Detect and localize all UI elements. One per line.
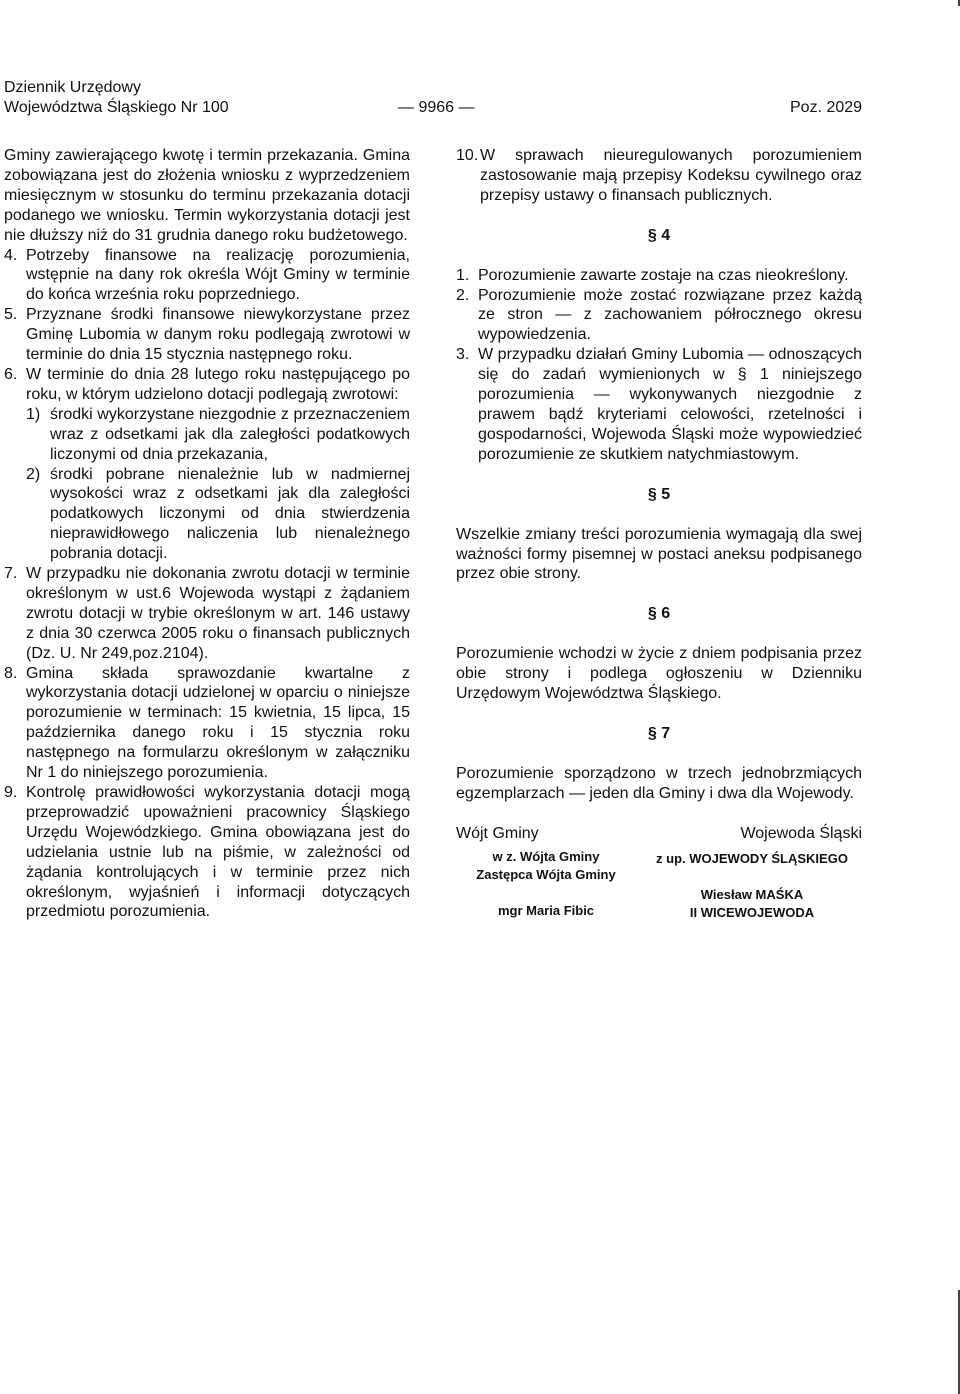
list-item	[456, 286, 862, 346]
page-number: — 9966 —	[398, 99, 475, 116]
list-item	[4, 564, 410, 664]
item-number: 8.	[4, 664, 18, 682]
signature-blocks	[456, 848, 862, 922]
item-text: W przypadku działań Gminy Lubomia — odnoszących się do zadań wymienionych w § 1 niniejszego porozumienia — wykonywanych niezgodnie z prawem bądź kryteriami celowości, rzetelności i gospodarności, Wojewoda Śląski może wypowiedzieć porozumienie ze skutkiem natychmiastowym.	[478, 346, 862, 463]
item-number: 5.	[4, 306, 18, 324]
list-item	[456, 345, 862, 464]
position-number: Poz. 2029	[790, 99, 863, 116]
item-number: 7.	[4, 565, 18, 583]
item-text: Kontrolę prawidłowości wykorzystania dotacji mogą przeprowadzić upoważnieni pracownicy Śląskiego Urzędu Wojewódzkiego. Gmina obowiązana jest do udzielania ustnie lub na piśmie, w zależności od żądania kontrolujących i w terminie przez nich określonym, wyjaśnień i informacji dotyczących przedmiotu porozumienia.	[26, 784, 410, 921]
sub-item	[26, 465, 410, 565]
item-text: Porozumienie może zostać rozwiązane przez każdą ze stron — z zachowaniem półrocznego okresu wypowiedzenia.	[478, 286, 862, 344]
signature-right	[642, 848, 862, 922]
item-text: Przyznane środki finansowe niewykorzystane przez Gminę Lubomia w danym roku podlegają zwrotowi w terminie do dnia 15 stycznia następnego roku.	[26, 306, 410, 364]
item-number: 9.	[4, 784, 18, 801]
item-number: 2.	[456, 286, 470, 304]
list-item	[456, 146, 862, 206]
sub-item-number: 2)	[26, 465, 41, 483]
section-paragraph: Wszelkie zmiany treści porozumienia wymagają dla swej ważności formy pisemnej w postaci aneksu podpisanego przez obie strony.	[456, 525, 862, 583]
item-number: 4.	[4, 246, 18, 264]
journal-title-line2: Województwa Śląskiego Nr 100	[4, 99, 229, 116]
section-heading: § 6	[647, 605, 671, 623]
signature-title-right: Wojewoda Śląski	[740, 824, 862, 842]
signature-right-title: II WICEWOJEWODA	[689, 904, 815, 920]
section-paragraph: Porozumienie sporządzono w trzech jednobrzmiących egzemplarzach — jeden dla Gminy i dwa dla Wojewody.	[456, 764, 862, 802]
sub-item-text: środki wykorzystane niezgodnie z przeznaczeniem wraz z odsetkami jak dla zaległości podatkowych liczonymi od dnia przekazania,	[50, 405, 410, 463]
item-number: 3.	[456, 346, 470, 364]
sub-item-number: 1)	[26, 405, 41, 423]
item-number: 6.	[4, 365, 18, 383]
signature-left-line2: Zastępca Wójta Gminy	[476, 866, 616, 882]
section-heading: § 5	[647, 485, 671, 503]
list-item	[4, 365, 410, 405]
signature-right-line1: z up. WOJEWODY ŚLĄSKIEGO	[656, 850, 848, 866]
signature-right-name: Wiesław MAŚKA	[700, 886, 804, 902]
signature-left-line1: w z. Wójta Gminy	[492, 848, 600, 864]
signature-left-name: mgr Maria Fibic	[497, 902, 595, 918]
list-item	[4, 246, 410, 306]
continued-paragraph: Gminy zawierającego kwotę i termin przekazania. Gmina zobowiązana jest do złożenia wniosku z wyprzedzeniem miesięcznym w stosunku do terminu przekazania dotacji podanego we wniosku. Termin wykorzystania dotacji jest nie dłuższy niż do 31 grudnia danego roku budżetowego.	[4, 147, 410, 244]
sub-item-text: środki pobrane nienależnie lub w nadmiernej wysokości wraz z odsetkami jak dla zaległości podatkowych liczonymi od dnia stwierdzenia nieprawidłowego naliczenia lub nienależnego pobrania dotacji.	[50, 465, 410, 563]
right-column	[456, 146, 862, 922]
signature-titles	[456, 824, 862, 844]
journal-title-line1: Dziennik Urzędowy	[4, 79, 141, 96]
list-item	[4, 783, 410, 922]
left-column	[4, 146, 410, 922]
item-text: Potrzeby finansowe na realizację porozumienia, wstępnie na dany rok określa Wójt Gminy w terminie do końca września roku poprzedniego.	[26, 246, 410, 304]
list-item	[4, 305, 410, 365]
section-paragraph: Porozumienie wchodzi w życie z dniem podpisania przez obie strony i podlega ogłoszeniu w Dzienniku Urzędowym Województwa Śląskiego.	[456, 645, 862, 703]
list-item	[4, 664, 410, 783]
item-text: W terminie do dnia 28 lutego roku następującego po roku, w którym udzielono dotacji podlegają zwrotowi:	[26, 365, 410, 403]
item-number: 10.	[456, 147, 479, 164]
item-text: W sprawach nieuregulowanych porozumieniem zastosowanie mają przepisy Kodeksu cywilnego oraz przepisy ustawy o finansach publicznych.	[480, 147, 862, 204]
sub-item	[26, 405, 410, 465]
item-text: Gmina składa sprawozdanie kwartalne z wykorzystania dotacji udzielonej w oparciu o niniejsze porozumienie w terminach: 15 kwietnia, 15 lipca, 15 października danego roku i 15 stycznia roku następnego na formularzu określonym w załączniku Nr 1 do niniejszego porozumienia.	[26, 664, 410, 782]
journal-title	[4, 78, 229, 118]
section-heading: § 4	[647, 226, 671, 244]
item-text: W przypadku nie dokonania zwrotu dotacji w terminie określonym w ust.6 Wojewoda wystąpi z żądaniem zwrotu dotacji w trybie określonym w art. 146 ustawy z dnia 30 czerwca 2005 roku o finansach publicznych (Dz. U. Nr 249,poz.2104).	[26, 565, 410, 662]
signature-title-left: Wójt Gminy	[456, 824, 539, 842]
item-number: 1.	[456, 266, 470, 284]
list-item	[456, 266, 862, 286]
section-heading: § 7	[647, 724, 671, 742]
signature-left	[456, 848, 636, 922]
item-text: Porozumienie zawarte zostaje na czas nieokreślony.	[478, 266, 849, 284]
